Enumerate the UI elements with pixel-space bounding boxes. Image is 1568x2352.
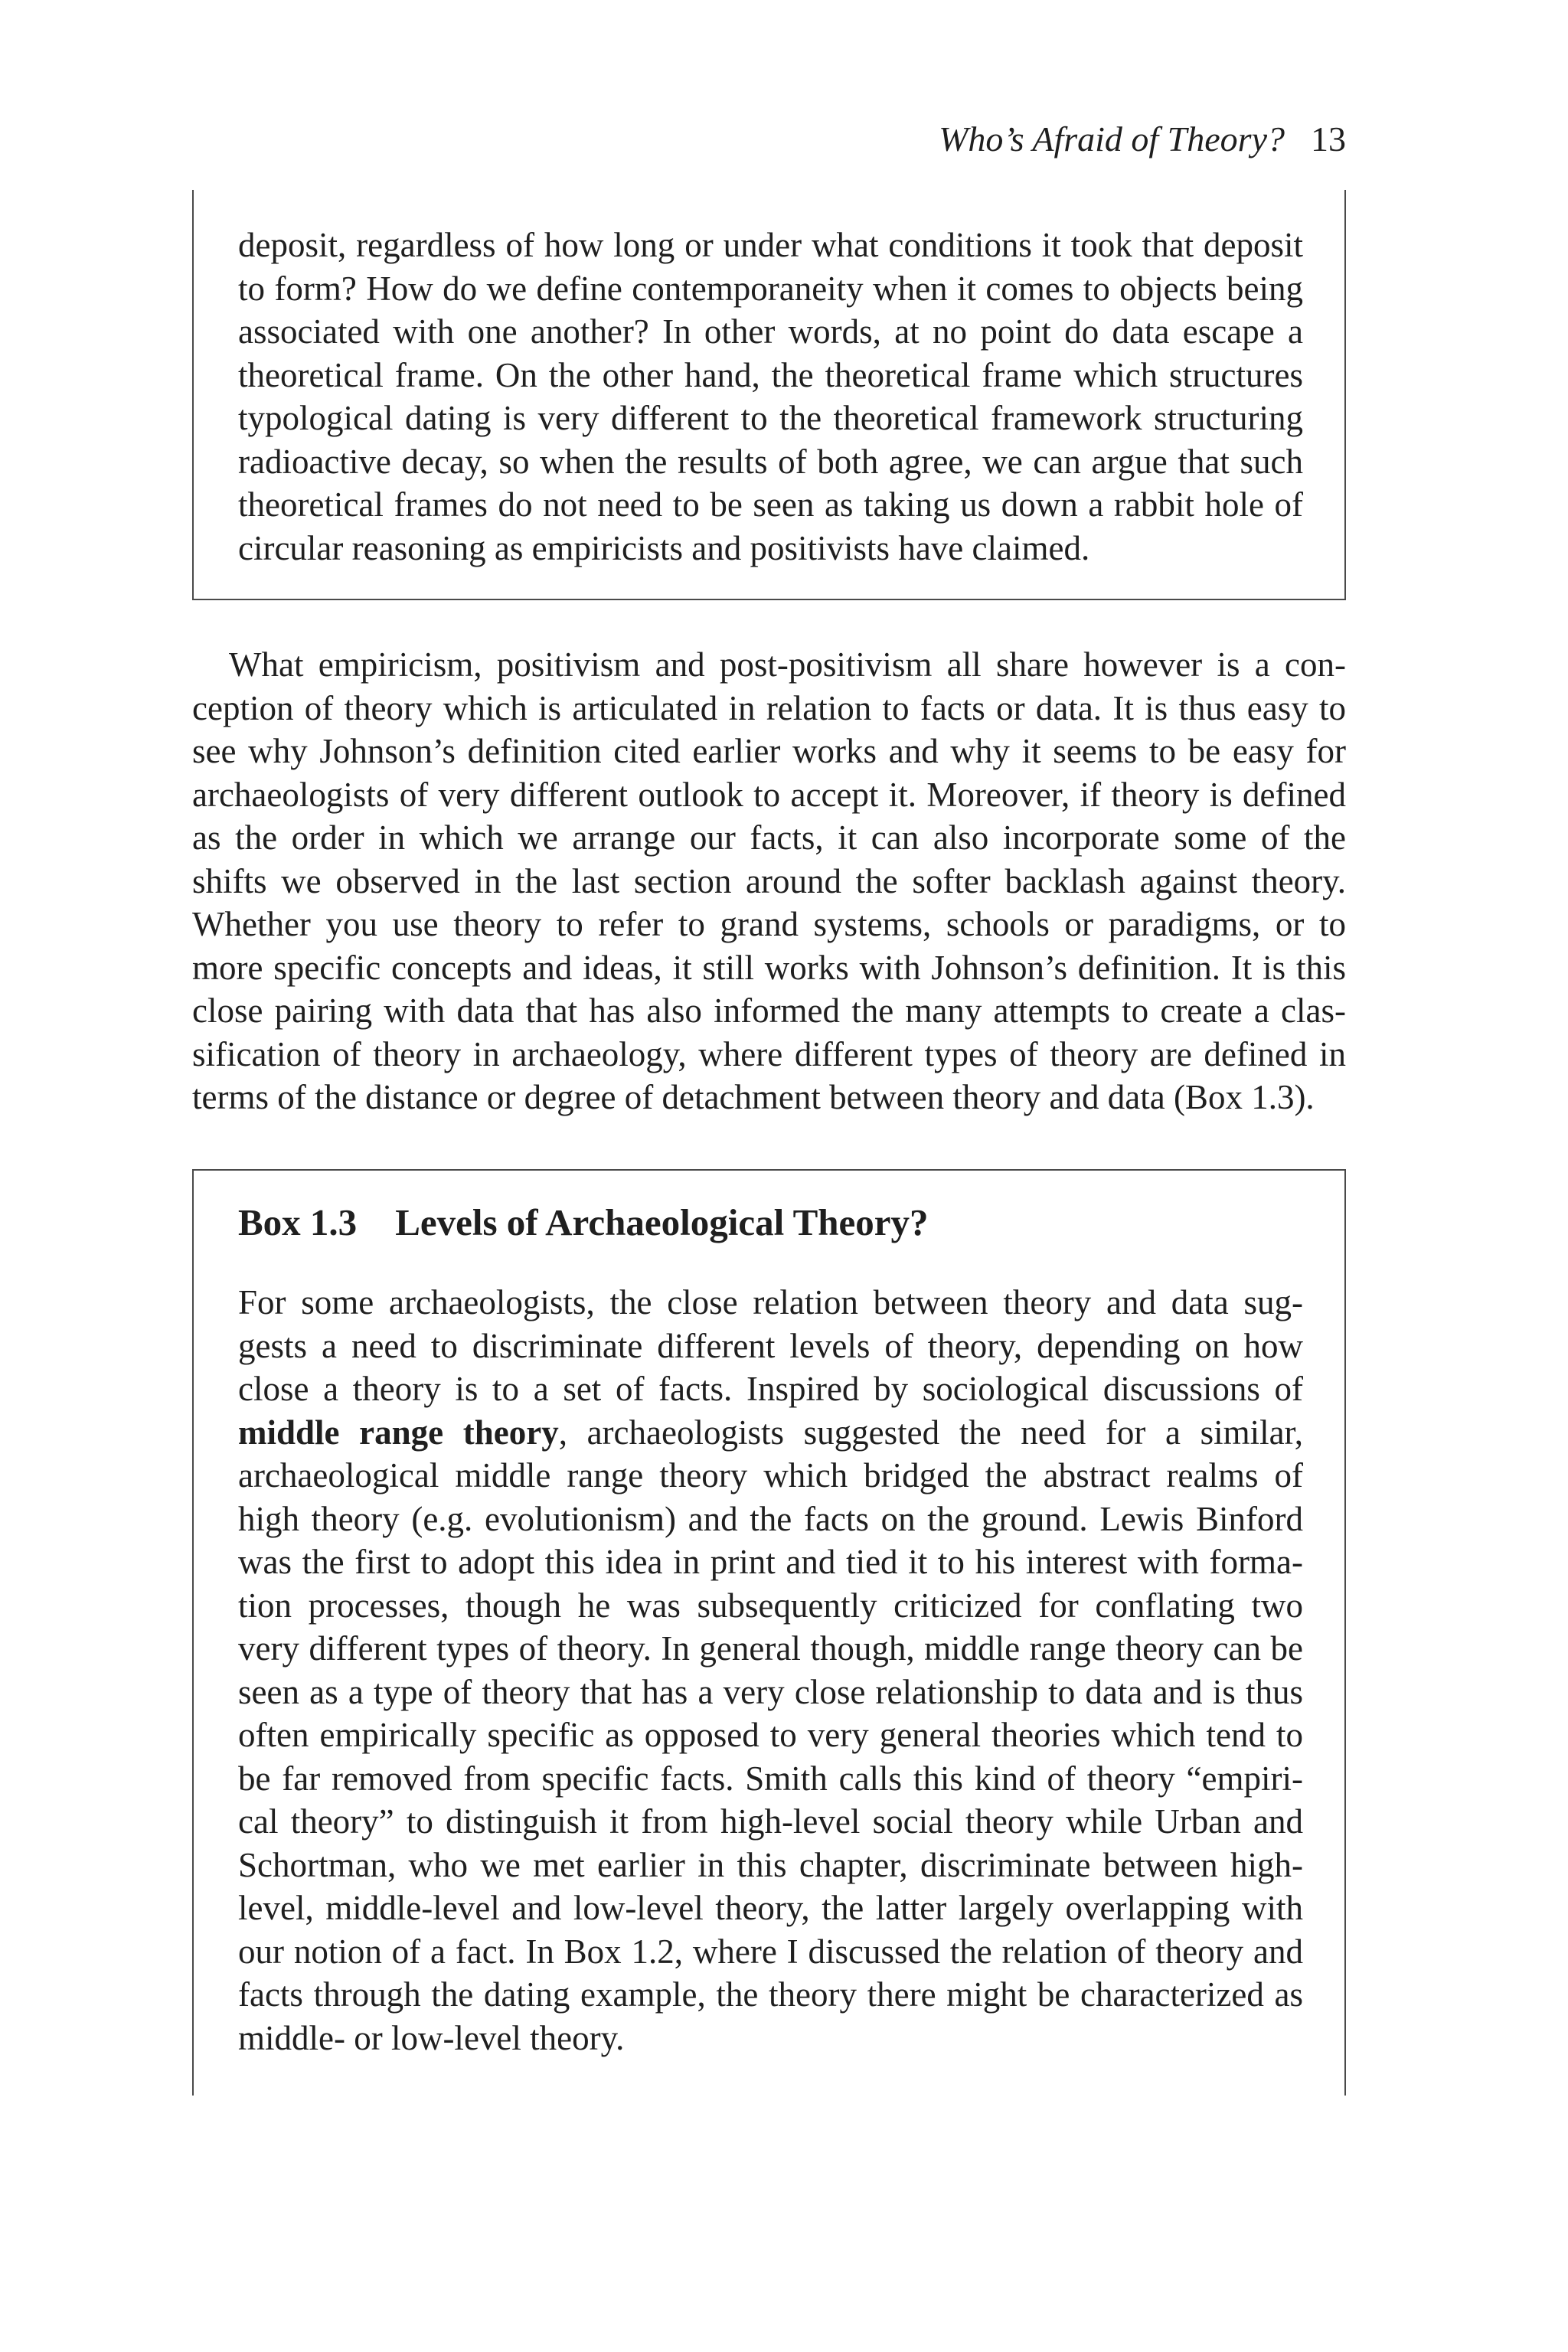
- text-line: theoretical frames do not need to be seen as taking us down a rabbit hole of: [238, 485, 1303, 524]
- text-line: gests a need to discriminate different levels of theory, depending on how: [238, 1326, 1303, 1365]
- text-line: be far removed from specific facts. Smith calls this kind of theory “empiri-: [238, 1759, 1303, 1798]
- text-line: to form? How do we define contemporaneity when it comes to objects being: [238, 269, 1303, 308]
- text-line: radioactive decay, so when the results of both agree, we can argue that such: [238, 442, 1303, 481]
- text-line: Schortman, who we met earlier in this chapter, discriminate between high-: [238, 1845, 1303, 1884]
- text-line: terms of the distance or degree of detachment between theory and data (Box 1.3).: [192, 1078, 1315, 1116]
- text-line: cal theory” to distinguish it from high-level social theory while Urban and: [238, 1802, 1303, 1841]
- box-1-3: [192, 1169, 1346, 2096]
- text-line: facts through the dating example, the theory there might be characterized as: [238, 1975, 1303, 2014]
- text-line: What empiricism, positivism and post-positivism all share however is a con-: [229, 645, 1346, 684]
- text-line: middle- or low-level theory.: [238, 2018, 625, 2057]
- box-1-2-continued: [192, 190, 1346, 600]
- text-line: theoretical frame. On the other hand, the theoretical frame which structures: [238, 355, 1303, 394]
- running-head-title: Who’s Afraid of Theory?: [939, 119, 1285, 158]
- text-line: archaeological middle range theory which bridged the abstract realms of: [238, 1456, 1303, 1494]
- text-line: Whether you use theory to refer to grand systems, schools or paradigms, or to: [192, 905, 1346, 943]
- text-line: level, middle-level and low-level theory, the latter largely overlapping with: [238, 1889, 1303, 1927]
- text-line: as the order in which we arrange our facts, it can also incorporate some of the: [192, 818, 1346, 857]
- text-line: shifts we observed in the last section around the softer backlash against theory.: [192, 861, 1346, 900]
- text-fragment: , archaeologists suggested the need for a similar,: [558, 1413, 1303, 1452]
- text-line: close pairing with data that has also informed the many attempts to create a clas-: [192, 991, 1346, 1030]
- box-title: Levels of Archaeological Theory?: [395, 1201, 929, 1243]
- text-line: was the first to adopt this idea in print and tied it to his interest with forma-: [238, 1543, 1303, 1581]
- text-line-with-term: [238, 1411, 1303, 1455]
- text-line: archaeologists of very different outlook to accept it. Moreover, if theory is defined: [192, 775, 1346, 814]
- text-line: ception of theory which is articulated in relation to facts or data. It is thus easy to: [192, 688, 1346, 727]
- text-line: seen as a type of theory that has a very close relationship to data and is thus: [238, 1672, 1303, 1711]
- box-1-3-content: [238, 1200, 1303, 2060]
- body-paragraph: [192, 643, 1346, 1119]
- text-line: see why Johnson’s definition cited earlier works and why it seems to be easy for: [192, 732, 1346, 770]
- text-line: associated with one another? In other words, at no point do data escape a: [238, 312, 1303, 351]
- text-line: high theory (e.g. evolutionism) and the facts on the ground. Lewis Binford: [238, 1499, 1303, 1538]
- text-line: deposit, regardless of how long or under what conditions it took that deposit: [238, 226, 1303, 264]
- text-line: typological dating is very different to the theoretical framework structuring: [238, 399, 1303, 437]
- text-line: tion processes, though he was subsequently criticized for conflating two: [238, 1586, 1303, 1625]
- page-number: 13: [1311, 119, 1346, 158]
- text-line: very different types of theory. In general though, middle range theory can be: [238, 1629, 1303, 1668]
- text-line: sification of theory in archaeology, where different types of theory are defined in: [192, 1034, 1346, 1073]
- text-line: circular reasoning as empiricists and positivists have claimed.: [238, 528, 1090, 567]
- text-line: close a theory is to a set of facts. Inspired by sociological discussions of: [238, 1370, 1303, 1408]
- text-line: For some archaeologists, the close relation between theory and data sug-: [238, 1283, 1303, 1321]
- text-line: our notion of a fact. In Box 1.2, where I discussed the relation of theory and: [238, 1932, 1303, 1971]
- text-line: often empirically specific as opposed to very general theories which tend to: [238, 1716, 1303, 1754]
- box-heading: [238, 1200, 1303, 1246]
- box-1-2-text: [238, 224, 1303, 570]
- text-line: more specific concepts and ideas, it still works with Johnson’s definition. It is this: [192, 948, 1346, 987]
- box-number: Box 1.3: [238, 1201, 358, 1243]
- key-term: middle range theory: [238, 1413, 559, 1452]
- running-head: [939, 116, 1346, 162]
